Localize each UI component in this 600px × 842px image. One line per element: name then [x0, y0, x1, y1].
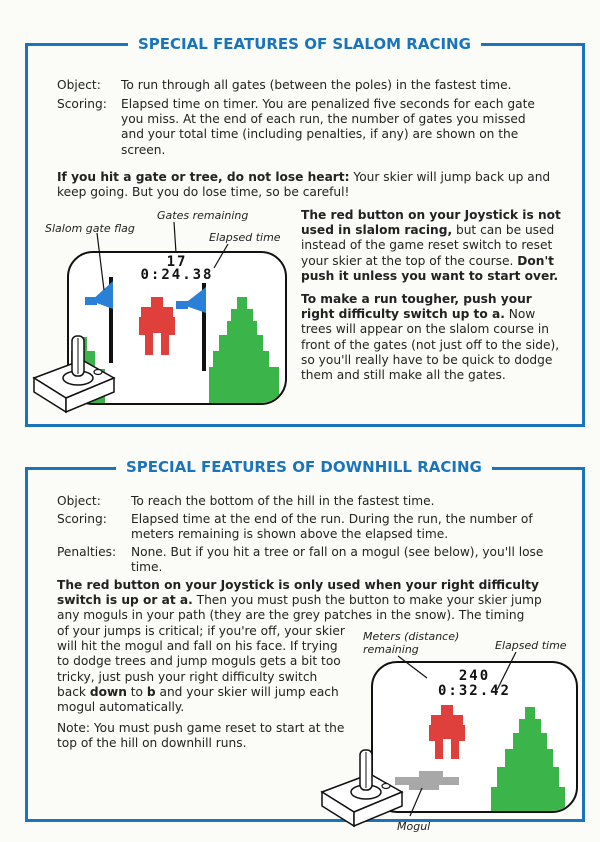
slalom-scoring-text: Elapsed time on timer. You are penalized five seconds for each gate you miss. At the end of each run, the number of gates you missed and your total time (including penalties, if any) are shown on the screen. [121, 97, 535, 157]
slalom-red-text: but can be used instead of the game reset switch to reset your skier at the top of the course. [301, 223, 555, 268]
slalom-tough-text: Now trees will appear on the slalom course in front of the gates (not just off to the side), so you'll really have to be quick to dodge them and still make all the gates. [301, 307, 560, 383]
slalom-section-title: SPECIAL FEATURES OF SLALOM RACING [128, 35, 481, 53]
downhill-left-text: of your jumps is critical; if you're off, your skier will hit the mogul and fall on his face. If trying to dodge trees and jump moguls gets a bit too tricky, just push your right difficulty switch back [57, 624, 345, 699]
label-elapsed-time-slalom: Elapsed time [209, 231, 281, 244]
label-mogul: Mogul [397, 820, 431, 833]
downhill-left-bold2: b [146, 684, 156, 699]
label-gates-remaining: Gates remaining [157, 209, 249, 222]
slalom-object-text: To run through all gates (between the poles) in the fastest time. [121, 78, 512, 92]
callout-mogul-line [410, 788, 422, 816]
downhill-red-bold: The red button on your Joystick is only used when your right difficulty switch is up or at a. [57, 578, 539, 608]
slalom-hit-bold: If you hit a gate or tree, do not lose heart: [57, 170, 350, 184]
slalom-red-bold: The red button on your Joystick is not used in slalom racing, [301, 208, 561, 238]
label-slalom-gate-flag: Slalom gate flag [45, 222, 135, 235]
downhill-joystick-icon [318, 740, 408, 840]
downhill-penalties-text: None. But if you hit a tree or fall on a mogul (see below), you'll lose time. [131, 545, 544, 575]
downhill-object-text: To reach the bottom of the hill in the fastest time. [131, 494, 435, 508]
label-meters-distance: Meters (distance) [363, 630, 460, 643]
downhill-scoring-text: Elapsed time at the end of the run. During the run, the number of meters remaining is shown above the elapsed time. [131, 512, 533, 542]
slalom-gates-counter: 17 [166, 254, 188, 270]
slalom-tough-bold: To make a run tougher, push your right difficulty switch up to a. [301, 292, 532, 322]
label-elapsed-time-downhill: Elapsed time [495, 639, 567, 652]
slalom-scoring-label: Scoring: [57, 97, 107, 111]
downhill-left-text2: to [126, 684, 147, 699]
downhill-elapsed-timer: 0:32.42 [437, 683, 511, 699]
downhill-section-title: SPECIAL FEATURES OF DOWNHILL RACING [116, 458, 492, 476]
downhill-red-text: Then you must push the button to make your skier jump any moguls in your path (they are the grey patches in the snow). The timing [57, 593, 542, 623]
slalom-hit-text: Your skier will jump back up and keep going. But you do lose time, so be careful! [57, 170, 551, 200]
downhill-penalties-label: Penalties: [57, 545, 117, 559]
downhill-left-text3: and your skier will jump each mogul automatically. [57, 684, 339, 715]
callout-meters-line [398, 656, 427, 678]
downhill-meters-counter: 240 [458, 668, 491, 684]
downhill-note: Note: You must push game reset to start at the top of the hill on downhill runs. [57, 721, 345, 751]
label-meters-remaining: remaining [363, 643, 419, 656]
slalom-red-bold2: Don't push it unless you want to start over. [301, 253, 559, 283]
downhill-left-bold: down [89, 684, 127, 699]
slalom-elapsed-timer: 0:24.38 [140, 267, 214, 283]
downhill-scoring-label: Scoring: [57, 512, 107, 526]
downhill-object-label: Object: [57, 494, 101, 508]
slalom-object-label: Object: [57, 78, 101, 92]
callout-elapsed-downhill-line [497, 652, 516, 690]
